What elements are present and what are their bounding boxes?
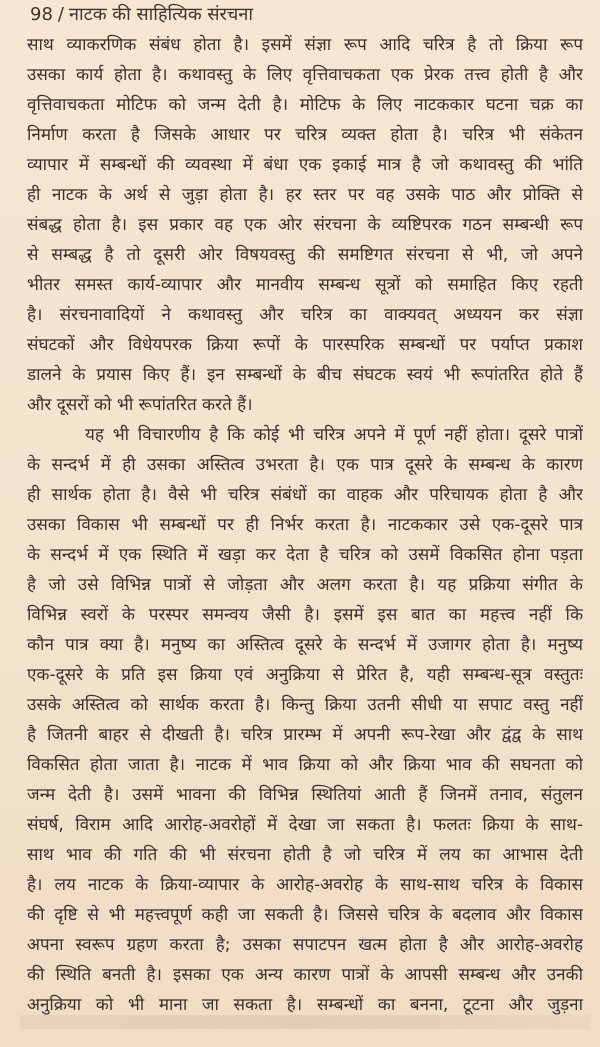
text-line: अनुक्रिया को भी माना जा सकता है। सम्बन्धों का बनना, टूटना और जुड़ना bbox=[27, 995, 583, 1015]
text-line: एक-दूसरे के प्रति इस क्रिया एवं अनुक्रिया से प्रेरित है, यही सम्बन्ध-सूत्र वस्तुतः bbox=[27, 665, 583, 685]
paragraph bbox=[27, 420, 583, 1020]
text-line: है जो उसे विभिन्न पात्रों से जोड़ता और अलग करता है। यह प्रक्रिया संगीत के bbox=[27, 575, 583, 595]
text-line: संबद्ध होता है। इस प्रकार वह एक ओर संरचना के व्यष्टिपरक गठन सम्बन्धी रूप bbox=[27, 215, 583, 235]
header-separator: / bbox=[57, 4, 64, 25]
text-line: डालने के प्रयास किए हैं। इन सम्बन्धों के बीच संघटक स्वयं भी रूपांतरित होते हैं bbox=[27, 365, 583, 385]
text-line: संघर्ष, विराम आदि आरोह-अवरोहों में देखा जा सकता है। फलतः क्रिया के साथ- bbox=[27, 815, 583, 835]
page-number: 98 bbox=[30, 4, 53, 25]
running-head bbox=[30, 2, 258, 28]
text-line: कौन पात्र क्या है। मनुष्य का अस्तित्व दूसरे के सन्दर्भ में उजागर होता है। मनुष्य bbox=[27, 635, 583, 655]
text-line: अपना स्वरूप ग्रहण करता है; उसका सपाटपन खत्म होता है और आरोह-अवरोह bbox=[27, 935, 583, 955]
text-line: और दूसरों को भी रूपांतरित करते हैं। bbox=[27, 395, 253, 415]
text-line: से सम्बद्ध है तो दूसरी ओर विषयवस्तु की समष्टिगत संरचना से भी, जो अपने bbox=[27, 245, 583, 265]
text-line: निर्माण करता है जिसके आधार पर चरित्र व्यक्त होता है। चरित्र भी संकेतन bbox=[27, 125, 583, 145]
text-line: भीतर समस्त कार्य-व्यापार और मानवीय सम्बन्ध सूत्रों को समाहित किए रहती bbox=[27, 275, 583, 295]
text-line: ही सार्थक होता है। वैसे भी चरित्र संबंधों का वाहक और परिचायक होता है और bbox=[27, 485, 583, 505]
text-line: ही नाटक के अर्थ से जुड़ा होता है। हर स्तर पर वह उसके पाठ और प्रोक्ति से bbox=[27, 185, 583, 205]
text-line: के सन्दर्भ में एक स्थिति में खड़ा कर देता है चरित्र को उसमें विकसित होना पड़ता bbox=[27, 545, 583, 565]
body-text bbox=[27, 30, 583, 1020]
text-line: वृत्तिवाचकता मोटिफ को जन्म देती है। मोटिफ के लिए नाटककार घटना चक्र का bbox=[27, 95, 583, 115]
text-line: है। संरचनावादियों ने कथावस्तु और चरित्र का वाक्यवत् अध्ययन कर संज्ञा bbox=[27, 305, 583, 325]
text-line: उसका विकास भी सम्बन्धों पर ही निर्भर करता है। नाटककार उसे एक-दूसरे पात्र bbox=[27, 515, 583, 535]
text-line: है। लय नाटक के क्रिया-व्यापार के आरोह-अवरोह के साथ-साथ चरित्र के विकास bbox=[27, 875, 583, 895]
text-line: यह भी विचारणीय है कि कोई भी चरित्र अपने में पूर्ण नहीं होता। दूसरे पात्रों bbox=[85, 425, 583, 445]
text-line: विभिन्न स्वरों के परस्पर समन्वय जैसी है। इसमें इस बात का महत्त्व नहीं कि bbox=[27, 605, 583, 625]
bleed-through-shadow bbox=[20, 1015, 590, 1029]
text-line: संघटकों और विधेयपरक क्रिया रूपों के पारस्परिक सम्बन्धों पर पर्याप्त प्रकाश bbox=[27, 335, 583, 355]
text-line: साथ भाव की गति की भी संरचना होती है जो चरित्र में लय का आभास देती bbox=[27, 845, 583, 865]
text-line: विकसित होता जाता है। नाटक में भाव क्रिया को और क्रिया भाव की सघनता को bbox=[27, 755, 583, 775]
text-line: की स्थिति बनती है। इसका एक अन्य कारण पात्रों के आपसी सम्बन्ध और उनकी bbox=[27, 965, 583, 985]
text-line: है जितनी बाहर से दीखती है। चरित्र प्रारम्भ में अपनी रूप-रेखा और द्वंद्व के साथ bbox=[27, 725, 583, 745]
text-line: साथ व्याकरणिक संबंध होता है। इसमें संज्ञा रूप आदि चरित्र है तो क्रिया रूप bbox=[27, 35, 583, 55]
text-line: जन्म देती है। उसमें भावना की विभिन्न स्थितियां आती हैं जिनमें तनाव, संतुलन bbox=[27, 785, 583, 805]
book-title: नाटक की साहित्यिक संरचना bbox=[68, 4, 253, 25]
text-line: के सन्दर्भ में ही उसका अस्तित्व उभरता है। एक पात्र दूसरे के सम्बन्ध के कारण bbox=[27, 455, 583, 475]
text-line: की दृष्टि से भी महत्त्वपूर्ण कही जा सकती है। जिससे चरित्र के बदलाव और विकास bbox=[27, 905, 583, 925]
text-line: उसके अस्तित्व को सार्थक करता है। किन्तु क्रिया उतनी सीधी या सपाट वस्तु नहीं bbox=[27, 695, 583, 715]
text-line: उसका कार्य होता है। कथावस्तु के लिए वृत्तिवाचकता एक प्रेरक तत्त्व होती है और bbox=[27, 65, 583, 85]
paragraph bbox=[27, 30, 583, 420]
text-line: व्यापार में सम्बन्धों की व्यवस्था में बंधा एक इकाई मात्र है जो कथावस्तु की भांति bbox=[27, 155, 583, 175]
